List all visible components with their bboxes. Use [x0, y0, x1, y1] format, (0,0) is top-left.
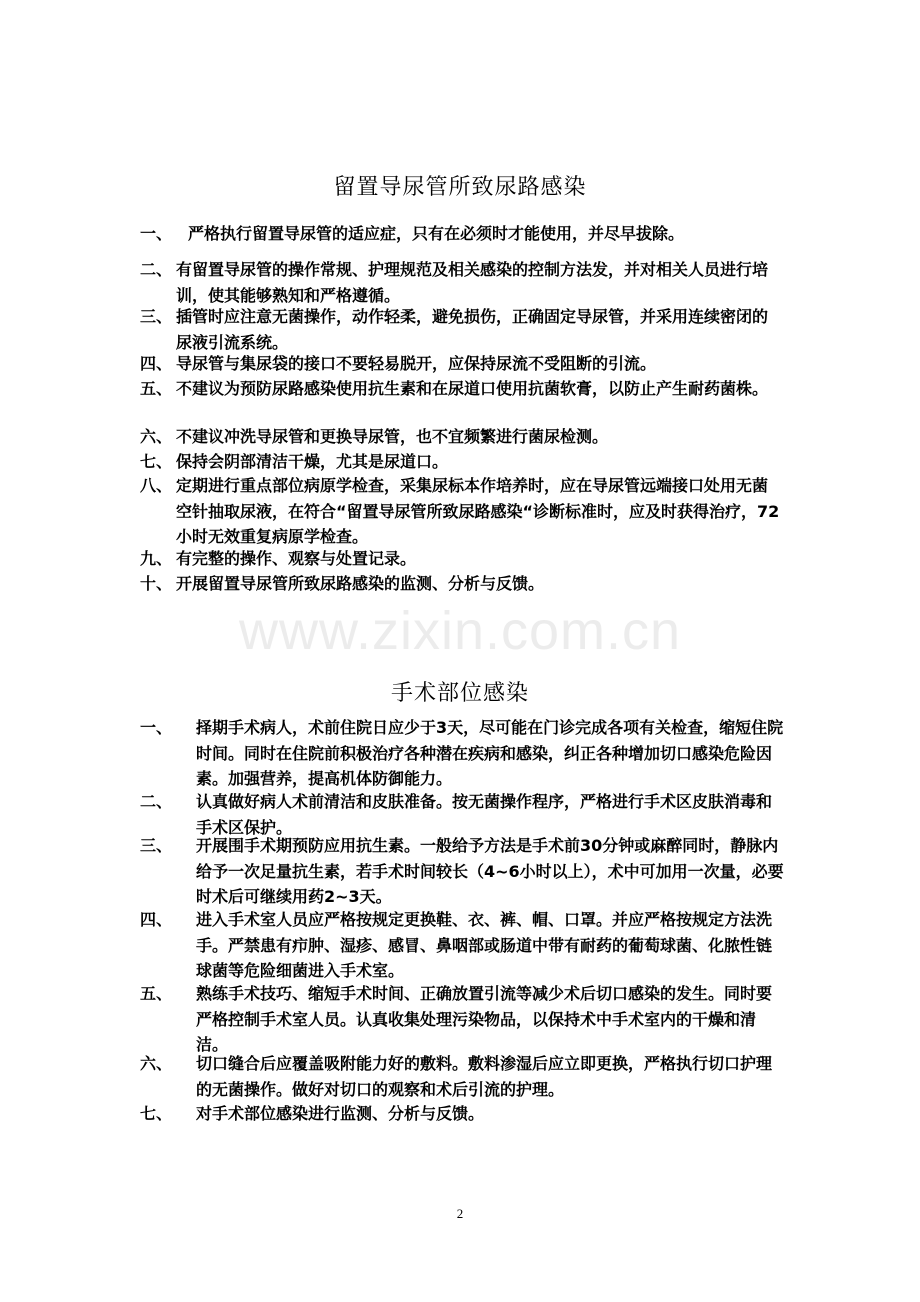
item-text: 有完整的操作、观察与处置记录。 [176, 549, 417, 568]
item-text: 熟练手术技巧、缩短手术时间、正确放置引流等减少术后切口感染的发生。同时要严格控制手术室人员。认真收集处理污染物品，以保持术中手术室内的干燥和清洁。 [196, 984, 773, 1054]
item-number: 三、 [140, 307, 173, 326]
item-text: 开展围手术期预防应用抗生素。一般给予方法是手术前30分钟或麻醉同时，静脉内给予一次足量抗生素，若手术时间较长（4~6小时以上），术中可加用一次量，必要时术后可继续用药2~3天。 [196, 836, 784, 906]
item-number: 十、 [140, 574, 173, 593]
item-number: 一、 [140, 224, 173, 243]
item-number: 四、 [140, 354, 173, 373]
section2-item-7 [140, 1101, 784, 1127]
item-text: 保持会阴部清洁干燥，尤其是尿道口。 [176, 452, 449, 471]
item-number: 六、 [140, 1054, 173, 1073]
item-number: 三、 [140, 836, 173, 855]
section1-item-10 [140, 571, 780, 597]
item-text: 不建议冲洗导尿管和更换导尿管，也不宜频繁进行菌尿检测。 [176, 427, 609, 446]
item-text: 导尿管与集尿袋的接口不要轻易脱开，应保持尿流不受阻断的引流。 [176, 354, 657, 373]
item-number: 七、 [140, 1104, 173, 1123]
item-number: 九、 [140, 549, 173, 568]
section1-item-7 [140, 449, 780, 475]
section1-item-6 [140, 424, 780, 450]
watermark: www.zixin.com.cn [238, 601, 682, 661]
section2-item-1 [140, 715, 784, 792]
section2-item-5 [140, 981, 784, 1058]
item-text: 定期进行重点部位病原学检查，采集尿标本作培养时，应在导尿管远端接口处用无菌空针抽取尿液，在符合“留置导尿管所致尿路感染“诊断标准时，应及时获得治疗，72小时无效重复病原学检查。 [176, 476, 780, 546]
item-number: 二、 [140, 260, 173, 279]
item-text: 有留置导尿管的操作常规、护理规范及相关感染的控制方法发，并对相关人员进行培训，使其能够熟知和严格遵循。 [176, 260, 769, 305]
item-number: 五、 [140, 984, 173, 1003]
item-number: 八、 [140, 476, 173, 495]
page-number: 2 [456, 1206, 464, 1221]
item-number: 五、 [140, 379, 173, 398]
section2-item-6 [140, 1051, 784, 1102]
section2-title: 手术部位感染 [390, 681, 529, 706]
item-text: 切口缝合后应覆盖吸附能力好的敷料。敷料渗湿后应立即更换，严格执行切口护理的无菌操作。做好对切口的观察和术后引流的护理。 [196, 1054, 773, 1099]
item-number: 七、 [140, 452, 173, 471]
section1-item-5 [140, 376, 780, 402]
item-number: 四、 [140, 910, 173, 929]
item-text: 不建议为预防尿路感染使用抗生素和在尿道口使用抗菌软膏，以防止产生耐药菌株。 [176, 379, 769, 398]
section1-item-4 [140, 351, 780, 377]
section1-item-1 [140, 221, 780, 247]
section1-title: 留置导尿管所致尿路感染 [333, 175, 587, 200]
section1-item-8 [140, 473, 780, 550]
section1-item-9 [140, 546, 780, 572]
item-number: 二、 [140, 792, 173, 811]
item-text: 插管时应注意无菌操作，动作轻柔，避免损伤，正确固定导尿管，并采用连续密闭的尿液引流系统。 [176, 307, 769, 352]
item-text: 对手术部位感染进行监测、分析与反馈。 [196, 1104, 485, 1123]
item-text: 开展留置导尿管所致尿路感染的监测、分析与反馈。 [176, 574, 545, 593]
section2-item-4 [140, 907, 784, 984]
item-number: 一、 [140, 718, 173, 737]
section1-item-3 [140, 304, 780, 355]
section2-item-3 [140, 833, 784, 910]
item-text: 严格执行留置导尿管的适应症，只有在必须时才能使用，并尽早拔除。 [188, 224, 685, 243]
item-text: 择期手术病人，术前住院日应少于3天，尽可能在门诊完成各项有关检查，缩短住院时间。同时在住院前积极治疗各种潜在疾病和感染，纠正各种增加切口感染危险因素。加强营养，提高机体防御能力。 [196, 718, 784, 788]
item-text: 认真做好病人术前清洁和皮肤准备。按无菌操作程序，严格进行手术区皮肤消毒和手术区保护。 [196, 792, 773, 837]
item-number: 六、 [140, 427, 173, 446]
item-text: 进入手术室人员应严格按规定更换鞋、衣、裤、帽、口罩。并应严格按规定方法洗手。严禁患有疖肿、湿疹、感冒、鼻咽部或肠道中带有耐药的葡萄球菌、化脓性链球菌等危险细菌进入手术室。 [196, 910, 773, 980]
section1-item-2 [140, 257, 780, 308]
